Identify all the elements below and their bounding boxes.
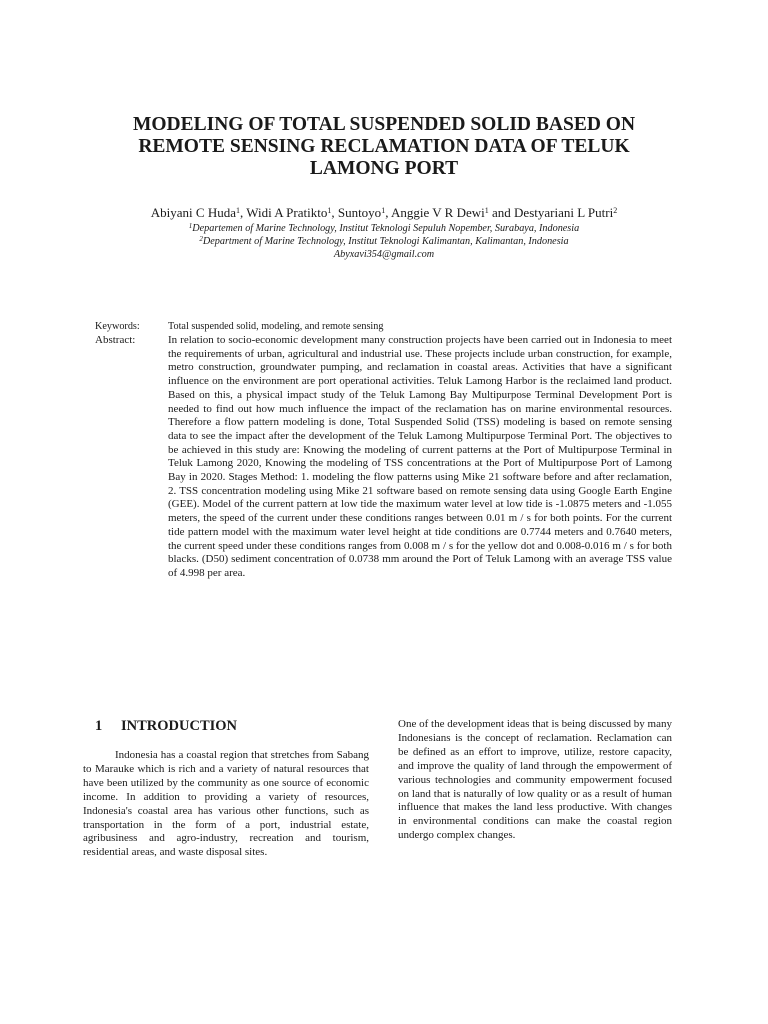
- author-separator: ,: [385, 205, 391, 220]
- affiliation-mark: 2: [199, 235, 203, 243]
- intro-paragraph-left: Indonesia has a coastal region that stretches from Sabang to Marauke which is rich and a variety of natural resources that have been utilized by the community as one source of economic income. In addition to providing a variety of resources, Indonesia's coastal area has various other functions, such as transportation in the form of a port, industrial estate, agribusiness and agro-industry, recreation and tourism, residential areas, and waste disposal sites.: [83, 749, 369, 859]
- section-title: INTRODUCTION: [121, 718, 238, 734]
- affiliation-text: Department of Marine Technology, Institut Teknologi Kalimantan, Kalimantan, Indonesia: [202, 236, 569, 247]
- author-email[interactable]: Abyxavi354@gmail.com: [333, 249, 435, 260]
- affiliation-2: [60, 235, 708, 248]
- author-name: Suntoyo: [337, 205, 382, 220]
- author-separator: ,: [239, 205, 247, 220]
- intro-paragraph-right: One of the development ideas that is being discussed by many Indonesians is the concept of reclamation. Reclamation can be defined as an effort to improve, utilize, restore capacity, and improve the quality of land through the empowerment of various technologies and community empowerment focused on land that is naturally of low quality or as a result of human influence that makes the land less productive. With changes in environmental conditions can make the coastal region undergo complex changes.: [398, 718, 672, 842]
- author-name: Abiyani C Huda: [150, 205, 236, 220]
- affiliation-mark: 1: [327, 206, 332, 215]
- affiliation-text: Departemen of Marine Technology, Institut Teknologi Sepuluh Nopember, Surabaya, Indonesia: [192, 223, 580, 234]
- affiliation-mark: 1: [381, 206, 386, 215]
- author-name: Anggie V R Dewi: [390, 205, 485, 220]
- author-name: Destyariani L Putri: [514, 205, 614, 220]
- affiliation-mark: 1: [188, 222, 193, 230]
- keywords-text: Total suspended solid, modeling, and remote sensing: [168, 321, 384, 332]
- paper-title: MODELING OF TOTAL SUSPENDED SOLID BASED ON REMOTE SENSING RECLAMATION DATA OF TELUK LAMONG PORT: [132, 114, 636, 179]
- author-list: [60, 205, 708, 221]
- section-heading: [95, 716, 237, 736]
- affiliation-1: [60, 222, 708, 235]
- keywords-label: Keywords:: [95, 321, 140, 332]
- author-separator: ,: [331, 205, 338, 220]
- section-number: 1: [95, 718, 103, 734]
- author-and: and: [488, 205, 515, 220]
- abstract-text: In relation to socio-economic development many construction projects have been carried out in Indonesia to meet the requirements of urban, agricultural and industrial use. These projects include urban construction, for example, metro construction, groundwater pumping, and reclamation in coastal areas. Activities that have a significant influence on the environment are port operational activities. Teluk Lamong Harbor is the reclaimed land product. Based on this, a physical impact study of the Teluk Lamong Bay Multipurpose Terminal Development Port is needed to find out how much influence the impact of the reclamation has on marine environmental resources. Therefore a flow pattern modeling is done, Total Suspended Solid (TSS) modeling is based on remote sensing data to see the impact after the development of the Teluk Lamong Multipurpose Terminal Port. The objectives to be achieved in this study are: Knowing the modeling of current patterns at the Port of Multipurpose Terminal in Teluk Lamong 2020, Knowing the modeling of TSS concentrations at the Port of Multipurpose Port of Lamong Bay in 2020. Stages Method: 1. modeling the flow patterns using Mike 21 software before and after reclamation, 2. TSS concentration modeling using Mike 21 software based on remote sensing data using Google Earth Engine (GEE). Model of the current pattern at low tide the maximum water level at low tide is -1.0875 meters and -1.055 meters, the speed of the current under these conditions ranges between 0.01 m / s for both points. For the current tide pattern model with the maximum water level height at tide conditions are 0.7744 meters and 0.7640 meters, the current speed under these conditions ranges from 0.008 m / s for the yellow dot and 0.008-0.016 m / s for both blacks. (D50) sediment concentration of 0.0738 mm around the Port of Teluk Lamong with an average TSS value of 4.998 per area.: [168, 334, 672, 579]
- affiliation-mark: 1: [484, 206, 489, 215]
- author-name: Widi A Pratikto: [246, 205, 328, 220]
- affiliation-mark: 2: [613, 206, 618, 215]
- affiliation-mark: 1: [235, 206, 240, 215]
- abstract-label: Abstract:: [95, 334, 136, 346]
